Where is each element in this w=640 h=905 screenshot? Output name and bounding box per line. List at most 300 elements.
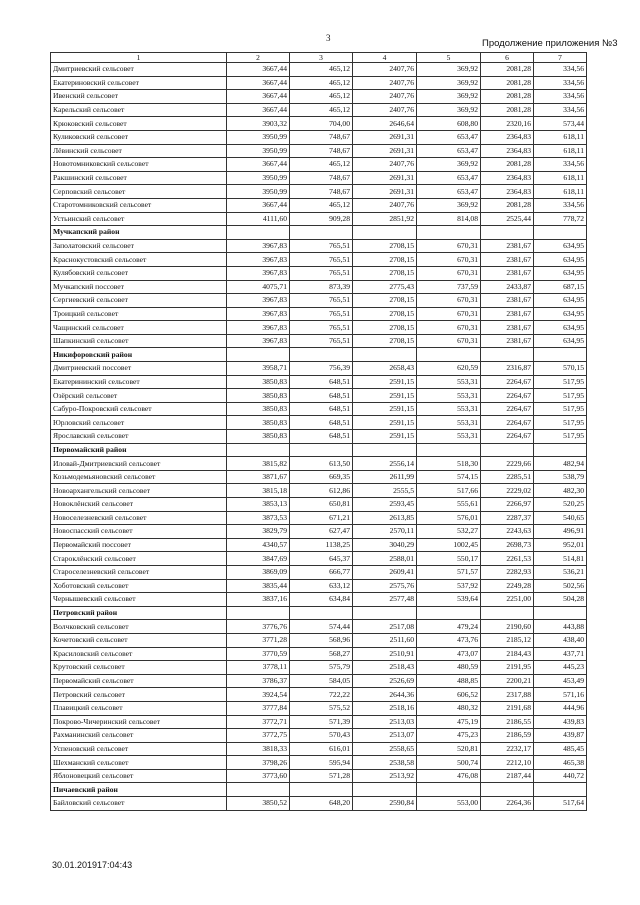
empty-cell [227, 348, 290, 362]
value-cell: 670,31 [417, 294, 481, 308]
settlement-name: Новотомниковский сельсовет [51, 158, 227, 172]
table-row [51, 633, 587, 647]
value-cell: 3853,13 [227, 498, 290, 512]
value-cell: 748,67 [290, 130, 353, 144]
settlement-name: Плавицкий сельсовет [51, 701, 227, 715]
value-cell: 3950,99 [227, 185, 290, 199]
value-cell: 2081,28 [481, 103, 534, 117]
column-header: 4 [353, 53, 417, 63]
value-cell: 369,92 [417, 76, 481, 90]
value-cell: 873,39 [290, 280, 353, 294]
value-cell: 2517,08 [353, 620, 417, 634]
value-cell: 2229,66 [481, 457, 534, 471]
value-cell: 2243,63 [481, 525, 534, 539]
value-cell: 334,56 [534, 76, 587, 90]
value-cell: 3786,37 [227, 674, 290, 688]
empty-cell [290, 226, 353, 240]
value-cell: 440,72 [534, 769, 587, 783]
value-cell: 620,59 [417, 362, 481, 376]
value-cell: 2525,44 [481, 212, 534, 226]
value-cell: 2591,15 [353, 402, 417, 416]
table-row [51, 239, 587, 253]
settlement-name: Дмитриевский поссовет [51, 362, 227, 376]
value-cell: 2287,37 [481, 511, 534, 525]
value-cell: 3815,18 [227, 484, 290, 498]
value-cell: 465,12 [290, 76, 353, 90]
value-cell: 2191,95 [481, 661, 534, 675]
value-cell: 571,57 [417, 565, 481, 579]
value-cell: 3850,83 [227, 430, 290, 444]
table-row [51, 579, 587, 593]
value-cell: 553,00 [417, 797, 481, 811]
value-cell: 574,15 [417, 470, 481, 484]
empty-cell [353, 348, 417, 362]
footer-timestamp: 30.01.201917:04:43 [52, 860, 133, 870]
value-cell: 3850,52 [227, 797, 290, 811]
table-row [51, 552, 587, 566]
value-cell: 553,31 [417, 416, 481, 430]
value-cell: 2200,21 [481, 674, 534, 688]
value-cell: 2646,64 [353, 117, 417, 131]
value-cell: 2644,36 [353, 688, 417, 702]
value-cell: 369,92 [417, 198, 481, 212]
value-cell: 648,51 [290, 375, 353, 389]
settlement-name: Козьмодемьяновский сельсовет [51, 470, 227, 484]
empty-cell [481, 606, 534, 620]
value-cell: 2511,60 [353, 633, 417, 647]
value-cell: 2555,5 [353, 484, 417, 498]
value-cell: 465,12 [290, 63, 353, 77]
value-cell: 2611,99 [353, 470, 417, 484]
value-cell: 2526,69 [353, 674, 417, 688]
table-row [51, 742, 587, 756]
value-cell: 553,31 [417, 389, 481, 403]
empty-cell [417, 606, 481, 620]
value-cell: 488,85 [417, 674, 481, 688]
empty-cell [417, 443, 481, 457]
value-cell: 2190,60 [481, 620, 534, 634]
value-cell: 618,11 [534, 144, 587, 158]
value-cell: 517,95 [534, 389, 587, 403]
value-cell: 648,51 [290, 402, 353, 416]
value-cell: 573,44 [534, 117, 587, 131]
table-body [51, 53, 587, 811]
empty-cell [417, 783, 481, 797]
value-cell: 650,81 [290, 498, 353, 512]
settlement-name: Кочетовский сельсовет [51, 633, 227, 647]
value-cell: 2708,15 [353, 253, 417, 267]
value-cell: 748,67 [290, 171, 353, 185]
value-cell: 334,56 [534, 158, 587, 172]
value-cell: 479,24 [417, 620, 481, 634]
value-cell: 3829,79 [227, 525, 290, 539]
value-cell: 555,61 [417, 498, 481, 512]
value-cell: 2556,14 [353, 457, 417, 471]
value-cell: 653,47 [417, 144, 481, 158]
value-cell: 532,27 [417, 525, 481, 539]
value-cell: 1138,25 [290, 538, 353, 552]
value-cell: 3967,83 [227, 253, 290, 267]
value-cell: 765,51 [290, 334, 353, 348]
value-cell: 553,31 [417, 402, 481, 416]
settlement-name: Лёвинский сельсовет [51, 144, 227, 158]
value-cell: 3040,29 [353, 538, 417, 552]
value-cell: 2264,67 [481, 389, 534, 403]
value-cell: 687,15 [534, 280, 587, 294]
empty-cell [481, 348, 534, 362]
value-cell: 2591,15 [353, 389, 417, 403]
value-cell: 553,31 [417, 430, 481, 444]
value-cell: 3667,44 [227, 198, 290, 212]
settlement-name: Дмитриевский сельсовет [51, 63, 227, 77]
value-cell: 814,08 [417, 212, 481, 226]
value-cell: 550,17 [417, 552, 481, 566]
value-cell: 570,43 [290, 729, 353, 743]
value-cell: 648,51 [290, 389, 353, 403]
value-cell: 737,59 [417, 280, 481, 294]
table-row [51, 144, 587, 158]
district-name: Петровский район [51, 606, 227, 620]
district-name: Мучкапский район [51, 226, 227, 240]
value-cell: 2591,15 [353, 375, 417, 389]
table-row [51, 729, 587, 743]
value-cell: 2708,15 [353, 307, 417, 321]
value-cell: 2708,15 [353, 239, 417, 253]
table-row [51, 307, 587, 321]
settlement-name: Первомайский сельсовет [51, 674, 227, 688]
value-cell: 514,81 [534, 552, 587, 566]
district-header-row [51, 606, 587, 620]
value-cell: 2691,31 [353, 171, 417, 185]
value-cell: 653,47 [417, 130, 481, 144]
settlement-name: Новоспасский сельсовет [51, 525, 227, 539]
table-row [51, 647, 587, 661]
value-cell: 2381,67 [481, 321, 534, 335]
value-cell: 502,56 [534, 579, 587, 593]
settlement-name: Серповский сельсовет [51, 185, 227, 199]
value-cell: 634,95 [534, 334, 587, 348]
value-cell: 2513,92 [353, 769, 417, 783]
settlement-name: Волчковский сельсовет [51, 620, 227, 634]
value-cell: 2282,93 [481, 565, 534, 579]
value-cell: 2518,43 [353, 661, 417, 675]
value-cell: 909,28 [290, 212, 353, 226]
value-cell: 2708,15 [353, 321, 417, 335]
value-cell: 3873,53 [227, 511, 290, 525]
value-cell: 748,67 [290, 144, 353, 158]
value-cell: 634,95 [534, 266, 587, 280]
value-cell: 2364,83 [481, 130, 534, 144]
settlement-name: Первомайский поссовет [51, 538, 227, 552]
value-cell: 2232,17 [481, 742, 534, 756]
empty-cell [534, 443, 587, 457]
table-row [51, 76, 587, 90]
settlement-name: Устьинский сельсовет [51, 212, 227, 226]
empty-cell [481, 783, 534, 797]
value-cell: 465,12 [290, 103, 353, 117]
value-cell: 571,28 [290, 769, 353, 783]
value-cell: 3837,16 [227, 593, 290, 607]
settlement-name: Ракшинский сельсовет [51, 171, 227, 185]
value-cell: 634,95 [534, 253, 587, 267]
value-cell: 670,31 [417, 239, 481, 253]
value-cell: 2691,31 [353, 144, 417, 158]
value-cell: 2609,41 [353, 565, 417, 579]
value-cell: 480,32 [417, 701, 481, 715]
value-cell: 3967,83 [227, 307, 290, 321]
table-row [51, 416, 587, 430]
column-header: 5 [417, 53, 481, 63]
value-cell: 453,49 [534, 674, 587, 688]
value-cell: 465,38 [534, 756, 587, 770]
table-row [51, 266, 587, 280]
empty-cell [481, 443, 534, 457]
value-cell: 2708,15 [353, 334, 417, 348]
empty-cell [534, 783, 587, 797]
value-cell: 2229,02 [481, 484, 534, 498]
value-cell: 3667,44 [227, 76, 290, 90]
settlement-name: Ивенский сельсовет [51, 90, 227, 104]
settlement-name: Крюковский сельсовет [51, 117, 227, 131]
value-cell: 517,95 [534, 402, 587, 416]
table-row [51, 430, 587, 444]
value-cell: 3667,44 [227, 90, 290, 104]
value-cell: 485,45 [534, 742, 587, 756]
settlement-name: Кулябовский сельсовет [51, 266, 227, 280]
value-cell: 952,01 [534, 538, 587, 552]
value-cell: 517,95 [534, 430, 587, 444]
value-cell: 3950,99 [227, 171, 290, 185]
value-cell: 670,31 [417, 266, 481, 280]
value-cell: 3958,71 [227, 362, 290, 376]
value-cell: 2381,67 [481, 253, 534, 267]
value-cell: 520,25 [534, 498, 587, 512]
district-name: Первомайский район [51, 443, 227, 457]
value-cell: 475,23 [417, 729, 481, 743]
table-row [51, 797, 587, 811]
empty-cell [290, 348, 353, 362]
settlement-name: Успеновский сельсовет [51, 742, 227, 756]
value-cell: 670,31 [417, 307, 481, 321]
empty-cell [290, 783, 353, 797]
continuation-label: Продолжение приложения №3 [482, 38, 618, 49]
value-cell: 2407,76 [353, 76, 417, 90]
value-cell: 2575,76 [353, 579, 417, 593]
value-cell: 2691,31 [353, 185, 417, 199]
value-cell: 3777,84 [227, 701, 290, 715]
value-cell: 476,08 [417, 769, 481, 783]
settlement-name: Сергиевский сельсовет [51, 294, 227, 308]
value-cell: 517,95 [534, 416, 587, 430]
settlement-name: Чернышевский сельсовет [51, 593, 227, 607]
value-cell: 3798,26 [227, 756, 290, 770]
value-cell: 633,12 [290, 579, 353, 593]
empty-cell [227, 443, 290, 457]
value-cell: 3773,60 [227, 769, 290, 783]
value-cell: 443,88 [534, 620, 587, 634]
value-cell: 500,74 [417, 756, 481, 770]
value-cell: 613,50 [290, 457, 353, 471]
district-header-row [51, 783, 587, 797]
table-row [51, 171, 587, 185]
value-cell: 648,51 [290, 430, 353, 444]
value-cell: 2266,97 [481, 498, 534, 512]
value-cell: 3667,44 [227, 103, 290, 117]
value-cell: 3924,54 [227, 688, 290, 702]
settlement-name: Новоархангельский сельсовет [51, 484, 227, 498]
value-cell: 3771,28 [227, 633, 290, 647]
settlement-name: Чащинский сельсовет [51, 321, 227, 335]
value-cell: 3967,83 [227, 239, 290, 253]
table-row [51, 103, 587, 117]
value-cell: 612,86 [290, 484, 353, 498]
table-row [51, 701, 587, 715]
value-cell: 2558,65 [353, 742, 417, 756]
table-row [51, 525, 587, 539]
value-cell: 465,12 [290, 158, 353, 172]
settlement-name: Юрловский сельсовет [51, 416, 227, 430]
value-cell: 2513,03 [353, 715, 417, 729]
settlement-name: Карельский сельсовет [51, 103, 227, 117]
value-cell: 2317,88 [481, 688, 534, 702]
value-cell: 537,92 [417, 579, 481, 593]
value-cell: 765,51 [290, 307, 353, 321]
value-cell: 444,96 [534, 701, 587, 715]
table-row [51, 294, 587, 308]
value-cell: 2433,87 [481, 280, 534, 294]
value-cell: 765,51 [290, 253, 353, 267]
table-row [51, 674, 587, 688]
value-cell: 2407,76 [353, 63, 417, 77]
value-cell: 2364,83 [481, 144, 534, 158]
value-cell: 3772,75 [227, 729, 290, 743]
value-cell: 2590,84 [353, 797, 417, 811]
value-cell: 369,92 [417, 90, 481, 104]
value-cell: 648,20 [290, 797, 353, 811]
value-cell: 3847,69 [227, 552, 290, 566]
value-cell: 438,40 [534, 633, 587, 647]
value-cell: 2538,58 [353, 756, 417, 770]
table-row [51, 362, 587, 376]
value-cell: 778,72 [534, 212, 587, 226]
table-row [51, 498, 587, 512]
value-cell: 618,11 [534, 130, 587, 144]
settlement-name: Троицкий сельсовет [51, 307, 227, 321]
settlement-name: Яблоновецкий сельсовет [51, 769, 227, 783]
table-row [51, 484, 587, 498]
settlement-name: Ярославский сельсовет [51, 430, 227, 444]
column-header: 6 [481, 53, 534, 63]
table-row [51, 90, 587, 104]
value-cell: 2510,91 [353, 647, 417, 661]
value-cell: 475,19 [417, 715, 481, 729]
value-cell: 2591,15 [353, 416, 417, 430]
value-cell: 482,94 [534, 457, 587, 471]
table-row [51, 620, 587, 634]
value-cell: 576,01 [417, 511, 481, 525]
value-cell: 2591,15 [353, 430, 417, 444]
empty-cell [417, 348, 481, 362]
table-row [51, 661, 587, 675]
value-cell: 3850,83 [227, 402, 290, 416]
value-cell: 2613,85 [353, 511, 417, 525]
value-cell: 618,11 [534, 171, 587, 185]
value-cell: 584,05 [290, 674, 353, 688]
table-row [51, 593, 587, 607]
value-cell: 670,31 [417, 334, 481, 348]
value-cell: 3818,33 [227, 742, 290, 756]
value-cell: 2081,28 [481, 198, 534, 212]
settlement-name: Новоклёнский сельсовет [51, 498, 227, 512]
value-cell: 671,21 [290, 511, 353, 525]
value-cell: 595,94 [290, 756, 353, 770]
value-cell: 670,31 [417, 321, 481, 335]
settlement-name: Рахманинский сельсовет [51, 729, 227, 743]
value-cell: 334,56 [534, 63, 587, 77]
settlement-name: Екатерининский сельсовет [51, 375, 227, 389]
value-cell: 3950,99 [227, 130, 290, 144]
empty-cell [481, 226, 534, 240]
value-cell: 504,28 [534, 593, 587, 607]
value-cell: 482,30 [534, 484, 587, 498]
value-cell: 2775,43 [353, 280, 417, 294]
table-row [51, 280, 587, 294]
value-cell: 2264,36 [481, 797, 534, 811]
value-cell: 3776,76 [227, 620, 290, 634]
settlement-name: Старотомниковский сельсовет [51, 198, 227, 212]
column-header: 1 [51, 53, 227, 63]
value-cell: 2285,51 [481, 470, 534, 484]
value-cell: 3850,83 [227, 389, 290, 403]
value-cell: 2407,76 [353, 158, 417, 172]
table-row [51, 457, 587, 471]
value-cell: 473,07 [417, 647, 481, 661]
value-cell: 608,80 [417, 117, 481, 131]
value-cell: 518,30 [417, 457, 481, 471]
value-cell: 2708,15 [353, 294, 417, 308]
value-cell: 2187,44 [481, 769, 534, 783]
settlement-name: Екатериновский сельсовет [51, 76, 227, 90]
value-cell: 3850,83 [227, 416, 290, 430]
value-cell: 2264,67 [481, 416, 534, 430]
value-cell: 3778,11 [227, 661, 290, 675]
settlement-name: Байловский сельсовет [51, 797, 227, 811]
value-cell: 722,22 [290, 688, 353, 702]
settlement-name: Староклёнский сельсовет [51, 552, 227, 566]
value-cell: 369,92 [417, 63, 481, 77]
settlement-name: Красиловский сельсовет [51, 647, 227, 661]
value-cell: 616,01 [290, 742, 353, 756]
value-cell: 3950,99 [227, 144, 290, 158]
value-cell: 2381,67 [481, 334, 534, 348]
value-cell: 2407,76 [353, 198, 417, 212]
settlement-name: Заполатовский сельсовет [51, 239, 227, 253]
table-row [51, 212, 587, 226]
settlement-name: Новоселезневский сельсовет [51, 511, 227, 525]
value-cell: 2261,53 [481, 552, 534, 566]
value-cell: 517,95 [534, 375, 587, 389]
value-cell: 2264,67 [481, 402, 534, 416]
table-row [51, 130, 587, 144]
table-row [51, 565, 587, 579]
empty-cell [534, 226, 587, 240]
settlement-name: Хоботовский сельсовет [51, 579, 227, 593]
value-cell: 2407,76 [353, 103, 417, 117]
table-row [51, 198, 587, 212]
value-cell: 570,15 [534, 362, 587, 376]
value-cell: 3967,83 [227, 321, 290, 335]
value-cell: 669,35 [290, 470, 353, 484]
